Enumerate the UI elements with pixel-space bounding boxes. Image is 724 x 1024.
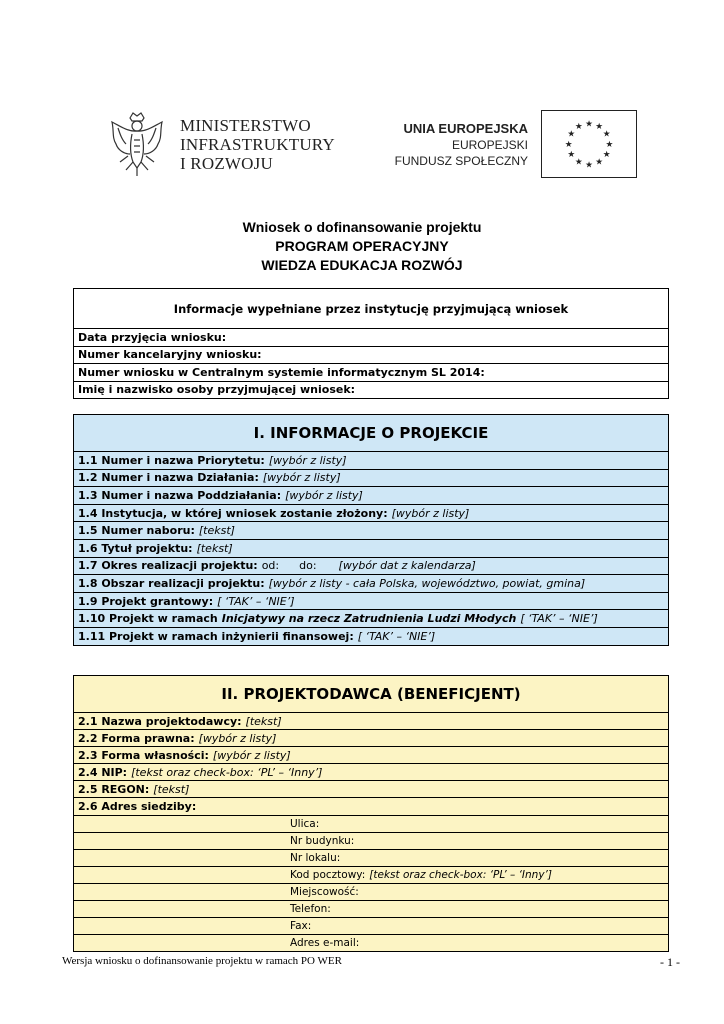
field-label: 1.8 Obszar realizacji projektu: (78, 576, 265, 590)
address-apartment-number[interactable] (74, 849, 668, 866)
institution-info-table (73, 288, 669, 399)
field-label: 1.1 Numer i nazwa Priorytetu: (78, 453, 265, 467)
eu-star-icon: ★ (595, 157, 604, 168)
address-label: Miejscowość: (290, 885, 359, 898)
period-from-label: od: (261, 559, 280, 573)
field-legal-form[interactable] (74, 729, 668, 746)
eu-flag-icon (541, 110, 637, 178)
field-value: [tekst] (153, 782, 190, 796)
field-value: [tekst oraz check-box: ‘PL’ – ‘Inny’] (131, 765, 323, 779)
title-line2: PROGRAM OPERACYJNY (275, 238, 449, 254)
field-label: 1.4 Instytucja, w której wniosek zostanie złożony: (78, 506, 388, 520)
section-project-info (73, 414, 669, 646)
eu-name-line1: UNIA EUROPEJSKA (403, 121, 528, 136)
field-label: 2.5 REGON: (78, 782, 150, 796)
address-city[interactable] (74, 883, 668, 900)
title-line1: Wniosek o dofinansowanie projektu (242, 219, 482, 235)
eu-star-icon: ★ (574, 157, 583, 168)
eu-name-line3: FUNDUSZ SPOŁECZNY (394, 154, 528, 168)
field-project-period[interactable] (74, 557, 668, 575)
address-label: Nr budynku: (290, 834, 355, 847)
document-title (0, 218, 724, 275)
eagle-emblem-icon (106, 110, 168, 180)
field-value: [wybór z listy] (262, 471, 341, 485)
ministry-name-line3: I ROZWOJU (180, 154, 273, 173)
field-label: 1.7 Okres realizacji projektu: (78, 559, 258, 573)
eu-star-icon: ★ (602, 129, 611, 140)
ministry-logo (106, 110, 346, 180)
eu-star-icon: ★ (564, 139, 573, 150)
field-label: 2.3 Forma własności: (78, 748, 209, 762)
section2-heading: II. PROJEKTODAWCA (BENEFICJENT) (221, 685, 521, 703)
field-applicant-name[interactable] (74, 712, 668, 729)
eu-star-icon: ★ (585, 119, 593, 130)
field-label: 1.10 Projekt w ramach (78, 612, 218, 626)
field-subaction[interactable] (74, 486, 668, 504)
field-value: [wybór z listy] (268, 453, 347, 467)
address-label: Nr lokalu: (290, 851, 341, 864)
field-grant-project[interactable] (74, 592, 668, 610)
field-label: 1.2 Numer i nazwa Działania: (78, 471, 259, 485)
eu-logo (396, 110, 636, 178)
period-to-label: do: (299, 559, 317, 573)
section1-heading: I. INFORMACJE O PROJEKCIE (253, 424, 489, 442)
field-value: [ ‘TAK’ – ‘NIE’] (217, 594, 295, 608)
field-label: 1.11 Projekt w ramach inżynierii finansowej: (78, 629, 354, 643)
field-office-number[interactable] (74, 346, 668, 364)
field-value: [wybór z listy] (198, 731, 277, 745)
field-emphasis: Inicjatywy na rzecz Zatrudnienia Ludzi Młodych (221, 612, 517, 626)
field-institution[interactable] (74, 504, 668, 522)
address-label: Kod pocztowy: (290, 868, 366, 881)
field-reception-date[interactable] (74, 328, 668, 346)
eu-star-icon: ★ (567, 150, 576, 161)
title-line3: WIEDZA EDUKACJA ROZWÓJ (261, 257, 463, 273)
eu-star-icon: ★ (574, 122, 583, 133)
institution-heading: Informacje wypełniane przez instytucję przyjmującą wniosek (173, 301, 569, 316)
field-nip[interactable] (74, 763, 668, 780)
ministry-name-line2: INFRASTRUKTURY (180, 135, 335, 154)
address-building-number[interactable] (74, 832, 668, 849)
eu-star-icon: ★ (595, 122, 604, 133)
section-beneficiary (73, 675, 669, 952)
field-project-area[interactable] (74, 574, 668, 592)
eu-star-icon: ★ (567, 129, 576, 140)
address-label: Telefon: (290, 903, 331, 916)
address-label: Adres e-mail: (290, 937, 360, 950)
field-value: [tekst] (198, 524, 235, 538)
field-sl2014-number[interactable] (74, 363, 668, 381)
field-financial-engineering[interactable] (74, 627, 668, 645)
field-action[interactable] (74, 469, 668, 487)
field-value: [ ‘TAK’ – ‘NIE’] (520, 612, 598, 626)
field-label: 1.9 Projekt grantowy: (78, 594, 214, 608)
eu-star-icon: ★ (605, 139, 614, 150)
field-project-title[interactable] (74, 539, 668, 557)
field-value: [tekst] (196, 541, 233, 555)
field-label: 1.6 Tytuł projektu: (78, 541, 193, 555)
field-value: [tekst] (245, 714, 282, 728)
field-label: 2.1 Nazwa projektodawcy: (78, 714, 242, 728)
field-label: Data przyjęcia wniosku: (78, 330, 227, 344)
field-value: [wybór z listy] (285, 488, 363, 502)
field-label: 2.2 Forma prawna: (78, 731, 195, 745)
address-street[interactable] (74, 815, 668, 832)
address-label: Ulica: (290, 817, 320, 830)
field-regon[interactable] (74, 780, 668, 797)
field-call-number[interactable] (74, 521, 668, 539)
address-phone[interactable] (74, 900, 668, 917)
field-receiver-name[interactable] (74, 381, 668, 399)
field-address-heading (74, 797, 668, 814)
address-email[interactable] (74, 934, 668, 951)
eu-name-line2: EUROPEJSKI (451, 138, 528, 152)
address-label: Fax: (290, 920, 312, 933)
field-label: 2.4 NIP: (78, 765, 128, 779)
field-label: 2.6 Adres siedziby: (78, 800, 197, 814)
field-label: Imię i nazwisko osoby przyjmującej wniosek: (78, 383, 356, 397)
address-postal-code[interactable] (74, 866, 668, 883)
field-value: [wybór dat z kalendarza] (338, 559, 476, 573)
eu-star-icon: ★ (602, 150, 611, 161)
address-fax[interactable] (74, 917, 668, 934)
field-label: Numer wniosku w Centralnym systemie informatycznym SL 2014: (78, 365, 485, 379)
field-ownership-form[interactable] (74, 746, 668, 763)
field-value: [wybór z listy - cała Polska, województwo, powiat, gmina] (268, 576, 586, 590)
eu-star-icon: ★ (585, 160, 593, 171)
field-value: [wybór z listy] (391, 506, 470, 520)
field-value: [wybór z listy] (212, 748, 291, 762)
field-value: [ ‘TAK’ – ‘NIE’] (357, 629, 436, 643)
footer-version: Wersja wniosku o dofinansowanie projektu w ramach PO WER (62, 955, 342, 967)
field-label: 1.3 Numer i nazwa Poddziałania: (78, 488, 282, 502)
field-label: Numer kancelaryjny wniosku: (78, 348, 262, 362)
page-number: - 1 - (660, 955, 680, 969)
ministry-name-line1: MINISTERSTWO (180, 116, 311, 135)
address-value: [tekst oraz check-box: ‘PL’ – ‘Inny’] (369, 868, 552, 881)
field-yei-project[interactable] (74, 609, 668, 627)
field-label: 1.5 Numer naboru: (78, 524, 195, 538)
field-priority[interactable] (74, 451, 668, 469)
